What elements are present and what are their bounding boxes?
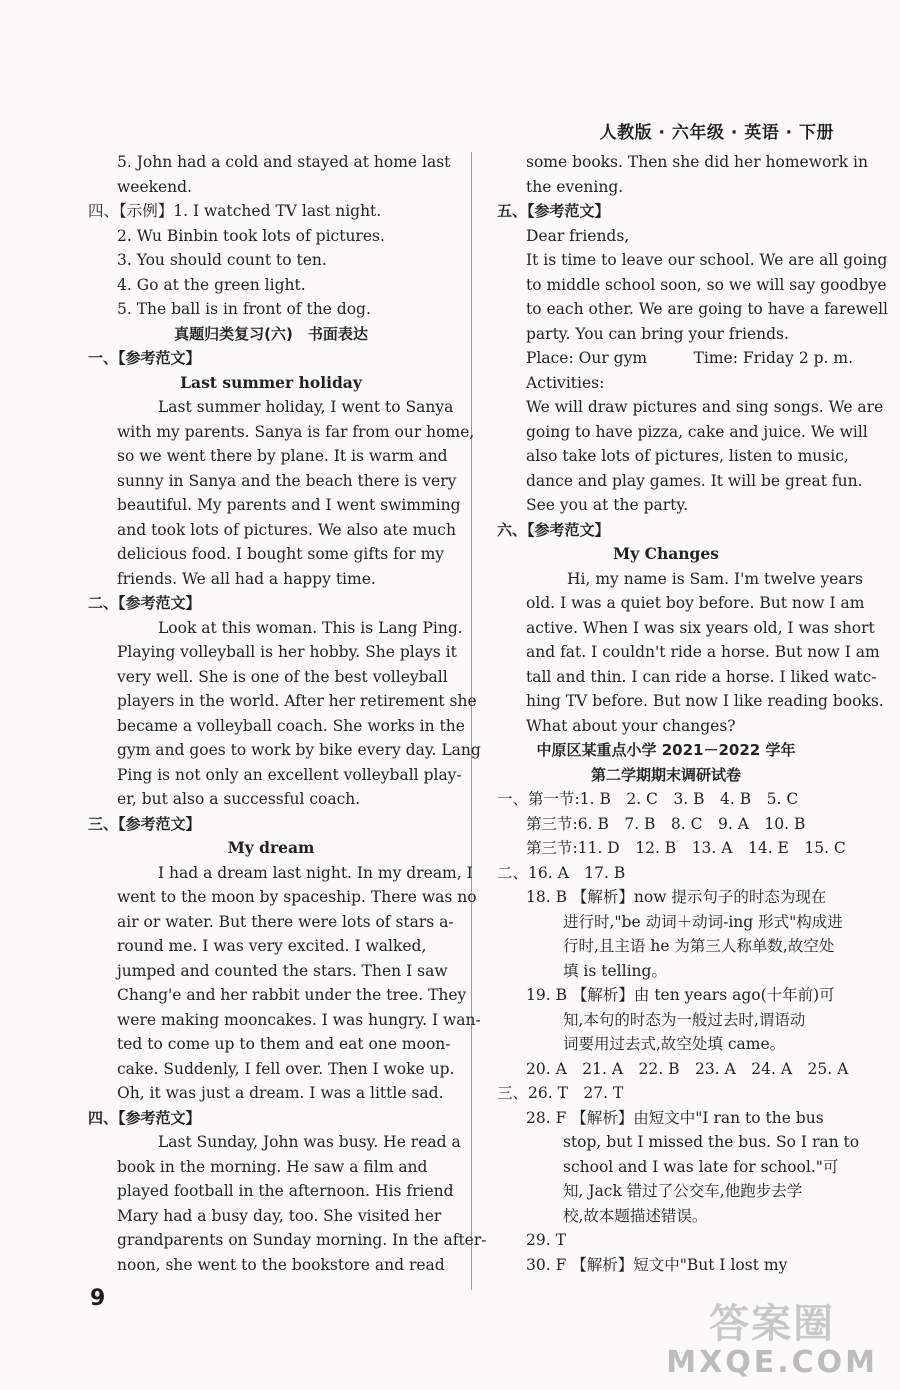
text-line: air or water. But there were lots of stars a-: [117, 912, 454, 931]
text-line: with my parents. Sanya is far from our home,: [117, 422, 475, 441]
text-line: 三、26. T 27. T: [497, 1084, 624, 1102]
text-line: Place: Our gym Time: Friday 2 p. m.: [526, 349, 854, 367]
text-line: 进行时,"be 动词＋动词-ing 形式"构成进: [563, 912, 843, 931]
text-line: Look at this woman. This is Lang Ping.: [158, 618, 463, 637]
text-line: sunny in Sanya and the beach there is very: [117, 471, 457, 490]
text-line: the evening.: [526, 177, 624, 196]
text-line: noon, she went to the bookstore and read: [117, 1255, 445, 1274]
text-line: and fat. I couldn't ride a horse. But now I am: [526, 643, 880, 661]
text-line: 行时,且主语 he 为第三人称单数,故空处: [563, 937, 835, 955]
text-line: party. You can bring your friends.: [526, 324, 789, 343]
text-line: 30. F 【解析】短文中"But I lost my: [526, 1255, 788, 1274]
column-divider: [471, 152, 472, 1290]
right-column: [497, 150, 888, 1277]
text-line: book in the morning. He saw a film and: [117, 1157, 428, 1176]
text-line: some books. Then she did her homework in: [526, 153, 868, 171]
text-line: 19. B 【解析】由 ten years ago(十年前)可: [526, 986, 835, 1004]
text-line: 5. The ball is in front of the dog.: [117, 300, 371, 318]
watermark-text: MXQE.COM: [666, 1345, 878, 1380]
page-number: 9: [90, 1286, 106, 1311]
book-header: 人教版 · 六年级 · 英语 · 下册: [599, 123, 834, 143]
text-line: Chang'e and her rabbit under the tree. They: [117, 986, 467, 1004]
text-line: My dream: [227, 838, 315, 857]
text-line: 18. B 【解析】now 提示句子的时态为现在: [526, 888, 827, 906]
text-line: played football in the afternoon. His friend: [117, 1182, 454, 1200]
text-line: became a volleyball coach. She works in the: [117, 716, 465, 735]
text-line: 知,本句的时态为一般过去时,谓语动: [563, 1010, 806, 1029]
text-line: See you at the party.: [526, 496, 689, 514]
text-line: 知, Jack 错过了公交车,他跑步去学: [563, 1182, 803, 1200]
text-line: It is time to leave our school. We are all going: [526, 251, 888, 269]
text-line: active. When I was six years old, I was short: [526, 618, 875, 637]
text-line: 二、16. A 17. B: [497, 863, 626, 882]
text-line: gym and goes to work by bike every day. Lang: [117, 741, 481, 759]
text-line: 20. A 21. A 22. B 23. A 24. A 25. A: [526, 1059, 849, 1078]
text-line: Hi, my name is Sam. I'm twelve years: [567, 569, 864, 588]
text-line: going to have pizza, cake and juice. We will: [526, 422, 868, 441]
text-line: jumped and counted the stars. Then I saw: [117, 961, 448, 980]
text-line: Activities:: [526, 373, 605, 392]
text-line: dance and play games. It will be great fun.: [526, 471, 863, 490]
text-line: ted to come up to them and eat one moon-: [117, 1035, 451, 1053]
text-line: grandparents on Sunday morning. In the after-: [117, 1231, 487, 1249]
text-line: 2. Wu Binbin took lots of pictures.: [117, 226, 385, 245]
text-line: so we went there by plane. It is warm and: [117, 447, 448, 465]
text-line: Last summer holiday: [180, 372, 362, 392]
text-line: 四、【示例】1. I watched TV last night.: [88, 202, 382, 220]
text-line: 填 is telling。: [563, 961, 667, 980]
watermark-logo: [666, 1292, 878, 1380]
text-line: Ping is not only an excellent volleyball play-: [117, 765, 462, 784]
text-line: and took lots of pictures. We also ate much: [117, 520, 456, 539]
text-line: delicious food. I bought some gifts for my: [117, 545, 445, 563]
text-line: round me. I was very excited. I walked,: [117, 937, 427, 955]
text-line: friends. We all had a happy time.: [117, 569, 376, 588]
text-line: I had a dream last night. In my dream, I: [158, 863, 473, 882]
text-line: Mary had a busy day, too. She visited her: [117, 1206, 442, 1225]
text-line: 二、【参考范文】: [88, 594, 201, 612]
text-line: cake. Suddenly, I fell over. Then I woke up.: [117, 1059, 455, 1078]
watermark-icon: 答案圈: [709, 1301, 836, 1347]
text-line: 29. T: [526, 1231, 566, 1249]
text-line: 六、【参考范文】: [497, 520, 610, 539]
text-line: Playing volleyball is her hobby. She plays it: [117, 643, 457, 661]
text-line: hing TV before. But now I like reading books.: [526, 692, 884, 710]
text-line: 第二学期期末调研试卷: [590, 765, 741, 784]
text-line: 一、【参考范文】: [88, 349, 201, 367]
text-line: 5. John had a cold and stayed at home last: [117, 153, 451, 171]
text-line: 中原区某重点小学 2021－2022 学年: [536, 741, 796, 759]
text-line: school and I was late for school."可: [563, 1157, 839, 1176]
text-line: tall and thin. I can ride a horse. I liked watc-: [526, 667, 877, 686]
text-line: My Changes: [613, 544, 719, 563]
text-line: beautiful. My parents and I went swimming: [117, 496, 461, 514]
text-line: What about your changes?: [526, 716, 736, 735]
text-line: 校,故本题描述错误。: [563, 1206, 708, 1225]
text-line: Last Sunday, John was busy. He read a: [158, 1133, 461, 1151]
text-line: 第三节:11. D 12. B 13. A 14. E 15. C: [526, 839, 846, 857]
text-line: players in the world. After her retirement she: [117, 692, 477, 710]
text-line: 四、【参考范文】: [88, 1108, 201, 1127]
text-line: Last summer holiday, I went to Sanya: [158, 398, 454, 416]
text-line: 28. F 【解析】由短文中"I ran to the bus: [526, 1108, 824, 1127]
text-line: 真题归类复习(六) 书面表达: [174, 324, 368, 343]
text-line: 第三节:6. B 7. B 8. C 9. A 10. B: [526, 814, 806, 833]
text-line: 五、【参考范文】: [497, 202, 610, 220]
text-line: to each other. We are going to have a farewell: [526, 300, 888, 318]
text-line: to middle school soon, so we will say goodbye: [526, 275, 887, 294]
text-line: 4. Go at the green light.: [117, 275, 306, 294]
text-line: 3. You should count to ten.: [117, 251, 327, 269]
text-line: old. I was a quiet boy before. But now I am: [526, 594, 865, 612]
text-line: very well. She is one of the best volleyball: [117, 667, 448, 686]
text-line: Oh, it was just a dream. I was a little sad.: [117, 1084, 444, 1102]
text-line: We will draw pictures and sing songs. We are: [526, 398, 884, 416]
text-line: stop, but I missed the bus. So I ran to: [563, 1133, 860, 1151]
text-line: 词要用过去式,故空处填 came。: [563, 1035, 786, 1053]
text-line: also take lots of pictures, listen to music,: [526, 447, 849, 465]
text-line: went to the moon by spaceship. There was no: [117, 888, 477, 906]
text-line: 一、第一节:1. B 2. C 3. B 4. B 5. C: [497, 790, 799, 808]
text-line: weekend.: [117, 177, 193, 196]
left-column: [88, 150, 487, 1277]
text-line: 三、【参考范文】: [88, 814, 201, 833]
text-line: Dear friends,: [526, 226, 630, 245]
text-line: er, but also a successful coach.: [117, 790, 361, 808]
text-line: were making mooncakes. I was hungry. I wan-: [117, 1010, 481, 1029]
